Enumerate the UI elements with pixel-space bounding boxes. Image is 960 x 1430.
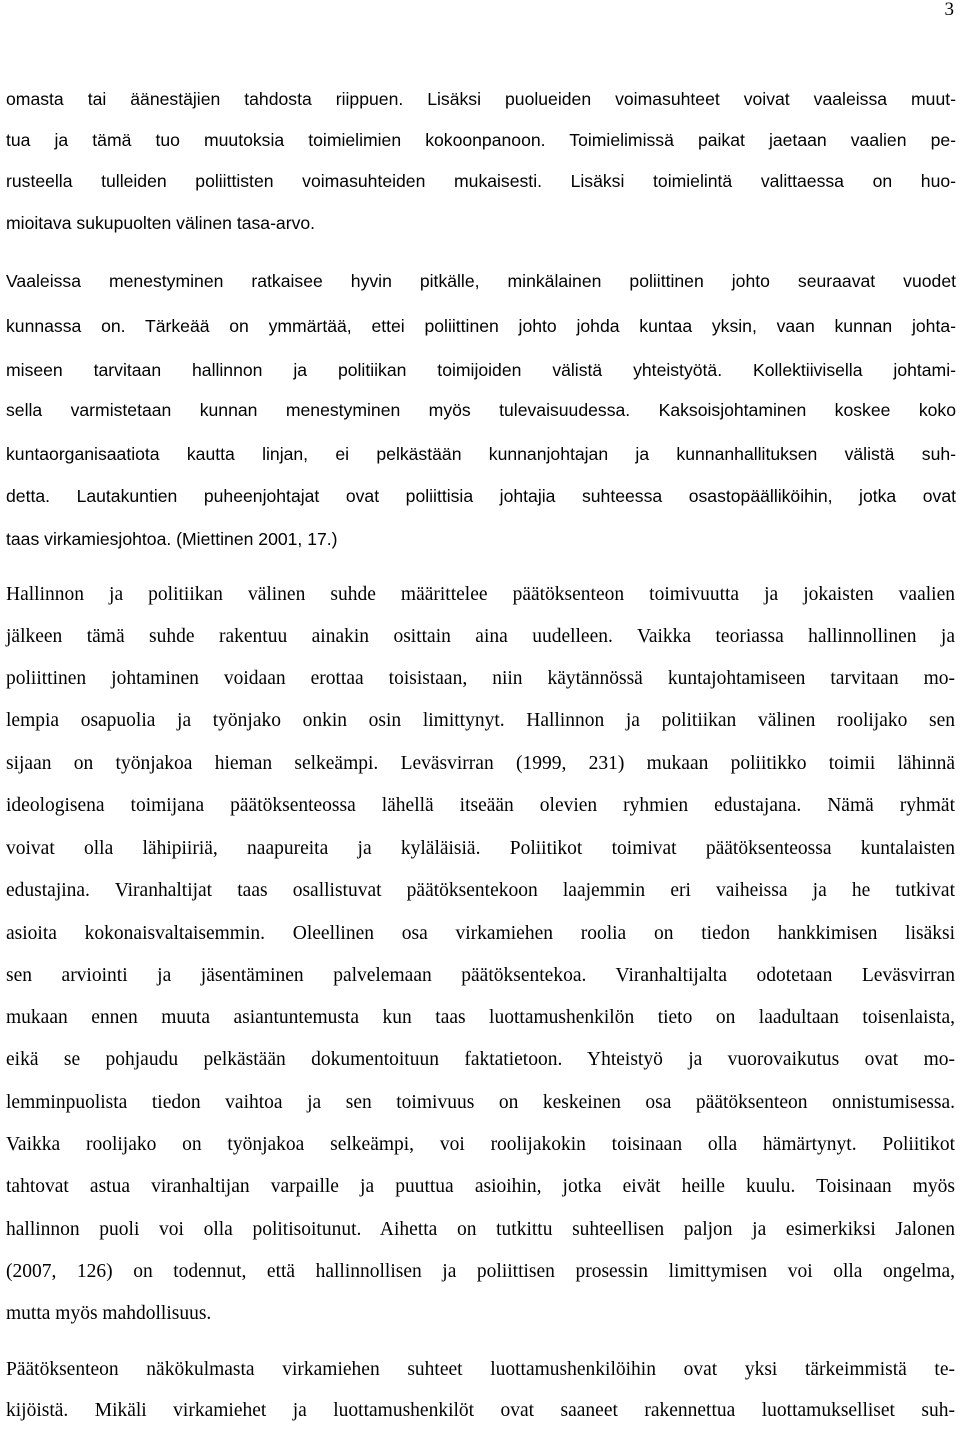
text-line: kijöistä. Mikäli virkamiehet ja luottamushenkilöt ovat saaneet rakennettua luottamukselliset suh- [6,1400,955,1421]
text-line: mioitava sukupuolten välinen tasa-arvo. [6,213,316,233]
text-line: eikä se pohjaudu pelkästään dokumentoituun faktatietoon. Yhteistyö ja vuorovaikutus ovat mo- [6,1049,955,1070]
text-line: omasta tai äänestäjien tahdosta riippuen. Lisäksi puolueiden voimasuhteet voivat vaaleissa muut- [6,89,956,109]
text-line: tahtovat astua viranhaltijan varpaille ja puuttua asioihin, jotka eivät heille kuulu. Toisinaan myös [6,1176,955,1197]
text-line: sella varmistetaan kunnan menestyminen myös tulevaisuudessa. Kaksoisjohtaminen koskee koko [6,400,956,420]
text-line: ideologisena toimijana päätöksenteossa lähellä itseään olevien ryhmien edustajana. Nämä ryhmät [6,795,955,816]
text-line: sijaan on työnjakoa hieman selkeämpi. Leväsvirran (1999, 231) mukaan poliitikko toimii lähinnä [6,753,955,774]
text-line: voivat olla lähipiiriä, naapureita ja kyläläisiä. Poliitikot toimivat päätöksenteossa kuntalaisten [6,838,955,859]
text-line: sen arviointi ja jäsentäminen palvelemaan päätöksentekoa. Viranhaltijalta odotetaan Leväsvirran [6,965,955,986]
text-line: hallinnon puoli voi olla politisoitunut. Aihetta on tutkittu suhteellisen paljon ja esimerkiksi Jalonen [6,1219,955,1240]
text-line: mutta myös mahdollisuus. [6,1303,212,1324]
text-line: poliittinen johtaminen voidaan erottaa toisistaan, niin käytännössä kuntajohtamiseen tarvitaan mo- [6,668,955,689]
text-line: Päätöksenteon näkökulmasta virkamiehen suhteet luottamushenkilöihin ovat yksi tärkeimmistä te- [6,1359,955,1380]
text-line: kunnassa on. Tärkeää on ymmärtää, ettei poliittinen johto johda kuntaa yksin, vaan kunnan johta- [6,316,956,336]
text-line: Vaikka roolijako on työnjakoa selkeämpi, voi roolijakokin toisinaan olla hämärtynyt. Poliitikot [6,1134,955,1155]
text-line: rusteella tulleiden poliittisten voimasuhteiden mukaisesti. Lisäksi toimielintä valittaessa on huo- [6,171,956,191]
text-line: edustajina. Viranhaltijat taas osallistuvat päätöksentekoon laajemmin eri vaiheissa ja he tutkivat [6,880,955,901]
text-line: Vaaleissa menestyminen ratkaisee hyvin pitkälle, minkälainen poliittinen johto seuraavat vuodet [6,271,956,291]
page-number: 3 [944,0,954,20]
text-line: Hallinnon ja politiikan välinen suhde määrittelee päätöksenteon toimivuutta ja jokaisten vaalien [6,584,955,605]
text-line: lemminpuolista tiedon vaihtoa ja sen toimivuus on keskeinen osa päätöksenteon onnistumisessa. [6,1092,955,1113]
text-line: detta. Lautakuntien puheenjohtajat ovat poliittisia johtajia suhteessa osastopäälliköihin, jotka ovat [6,486,956,506]
text-line: tua ja tämä tuo muutoksia toimielimien kokoonpanoon. Toimielimissä paikat jaetaan vaalien pe- [6,130,956,150]
text-line: mukaan ennen muuta asiantuntemusta kun taas luottamushenkilön tieto on laadultaan toisenlaista, [6,1007,955,1028]
text-line: miseen tarvitaan hallinnon ja politiikan toimijoiden välistä yhteistyötä. Kollektiivisella johtami- [6,360,956,380]
text-line: kuntaorganisaatiota kautta linjan, ei pelkästään kunnanjohtajan ja kunnanhallituksen välistä suh- [6,444,956,464]
text-line: taas virkamiesjohtoa. (Miettinen 2001, 17.) [6,529,338,549]
text-line: asioita kokonaisvaltaisemmin. Oleellinen osa virkamiehen roolia on tiedon hankkimisen lisäksi [6,923,955,944]
text-line: jälkeen tämä suhde rakentuu ainakin osittain aina uudelleen. Vaikka teoriassa hallinnollinen ja [6,626,955,647]
text-line: (2007, 126) on todennut, että hallinnollisen ja poliittisen prosessin limittymisen voi olla ongelma, [6,1261,955,1282]
text-line: lempia osapuolia ja työnjako onkin osin limittynyt. Hallinnon ja politiikan välinen roolijako sen [6,710,955,731]
